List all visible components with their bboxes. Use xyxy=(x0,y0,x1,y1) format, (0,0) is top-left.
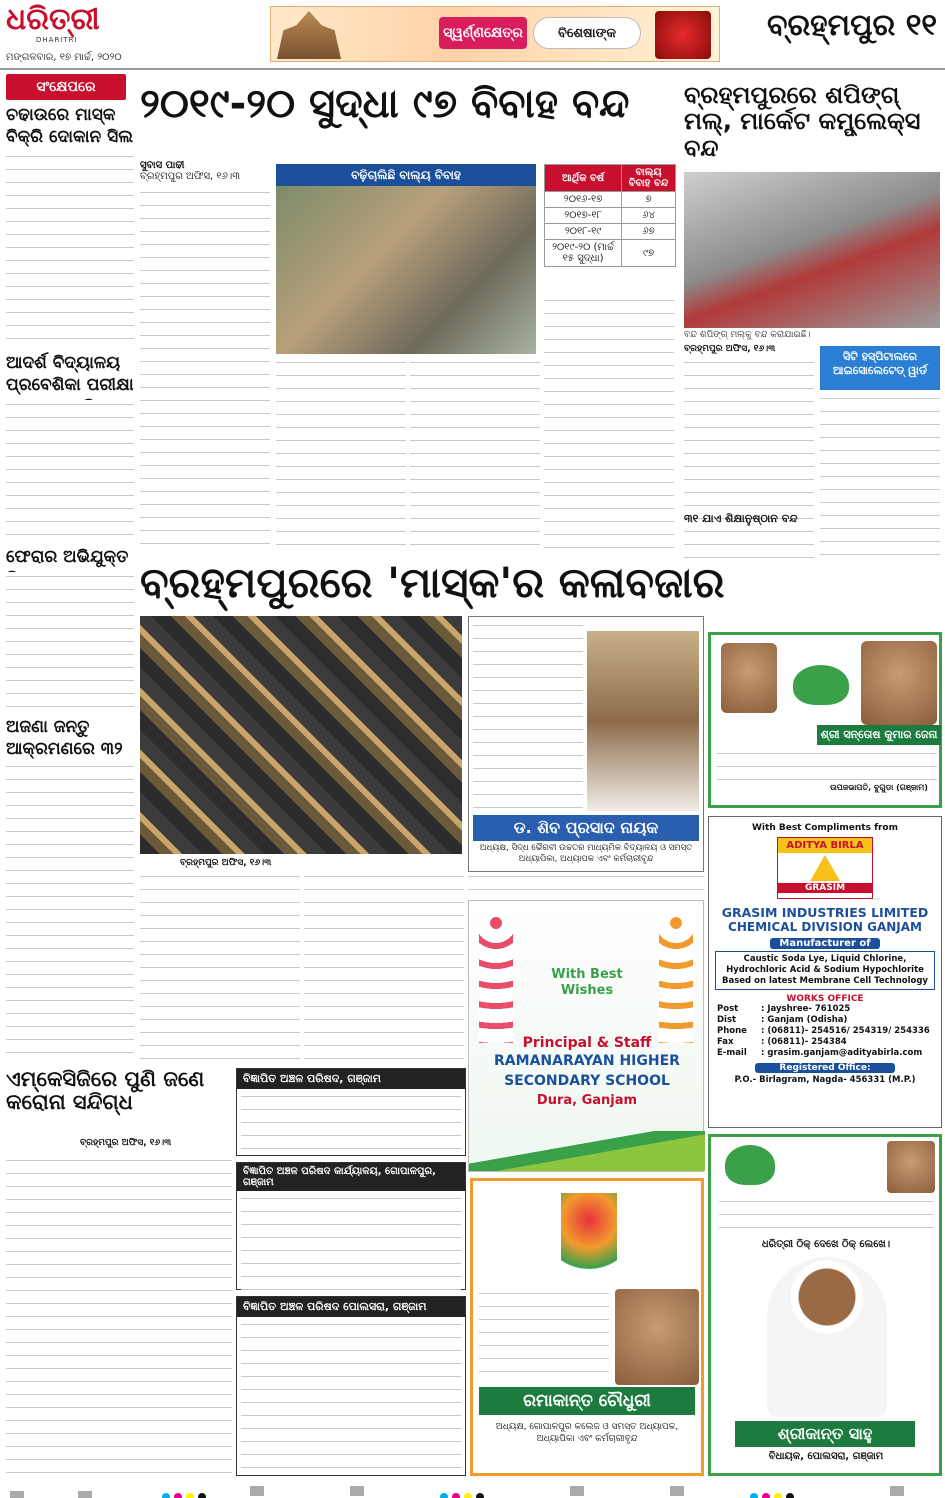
logo-sub: DHARITRI xyxy=(36,36,78,44)
table-row xyxy=(545,208,676,224)
ad-srikanta xyxy=(708,1134,942,1476)
aditya-birla-logo: ADITYA BIRLA GRASIM xyxy=(777,837,873,899)
story-body xyxy=(6,400,134,540)
story-body xyxy=(544,296,674,548)
dateline: ମଙ୍ଗଳବାର, ୧୭ ମାର୍ଚ୍ଚ, ୨୦୨୦ xyxy=(6,52,122,63)
photo-caption: ବନ୍ଦ ଶପିଙ୍ଗ୍ ମଲ୍କୁ ବନ୍ଦ କରାଯାଇଛି। xyxy=(684,330,811,340)
story-body xyxy=(6,152,134,348)
conch-icon xyxy=(725,1145,775,1185)
bouquet-image xyxy=(561,1193,617,1283)
ad-line: Dura, Ganjam xyxy=(536,1093,638,1108)
mall-photo xyxy=(684,172,940,328)
inline-headline: ୩୧ ଯାଏ ଶିକ୍ଷାନୁଷ୍ଠାନ ବନ୍ଦ xyxy=(684,512,798,525)
masthead-logo xyxy=(6,4,156,52)
ad-title: ବିଧାୟକ, ପୋଲସରା, ଗଞ୍ଜାମ xyxy=(768,1451,884,1462)
lead-headline: ୨୦୧୯-୨୦ ସୁଦ୍ଧା ୯୭ ବିବାହ ବନ୍ଦ xyxy=(140,81,630,127)
photo-title: ବଢ଼ିଚାଲିଛି ବାଲ୍ୟ ବିବାହ xyxy=(276,164,536,186)
products-text: Caustic Soda Lye, Liquid Chlorine, Hydrochloric Acid & Sodium Hypochlorite Based on latest Membrane Cell Technology xyxy=(715,951,935,990)
section-label: ସଂକ୍ଷେପରେ xyxy=(6,74,126,100)
ad-subtitle: ଅଧ୍ୟକ୍ଷ, ଗୋପାଳପୁର କଲେଜ ଓ ସମସ୍ତ ଅଧ୍ୟାପକ, ଅଧ୍ୟାପିକା ଏବଂ କର୍ମଚାରୀବୃନ୍ଦ xyxy=(495,1422,679,1444)
byline-place: ବ୍ରହ୍ମପୁର ଅଫିସ, ୧୬।୩ xyxy=(140,171,241,182)
story-body xyxy=(410,358,540,548)
story-body xyxy=(820,394,940,558)
portrait-photo xyxy=(721,643,777,713)
notice-3 xyxy=(236,1296,466,1476)
ad-name: ଶ୍ରୀ ସନ୍ତୋଷ କୁମାର ଜେନା xyxy=(817,725,941,745)
portrait-photo xyxy=(615,1289,699,1385)
story-body xyxy=(276,358,406,548)
compliments-text: With Best Compliments from xyxy=(752,823,898,833)
works-label: WORKS OFFICE xyxy=(786,994,864,1004)
division-name: CHEMICAL DIVISION GANJAM xyxy=(728,920,922,934)
table-header: ଆର୍ଥିକ ବର୍ଷ xyxy=(545,165,622,192)
deity-image xyxy=(655,11,711,59)
table-row xyxy=(545,240,676,267)
table-cell: ୨୦୧୭-୧୮ xyxy=(545,208,622,224)
special-banner xyxy=(270,6,720,62)
story-body xyxy=(140,872,300,1062)
lead-photo xyxy=(276,186,536,354)
table-cell: ୯୭ xyxy=(622,240,676,267)
table-cell: ୨୦୧୯-୨୦ (ମାର୍ଚ୍ଚ ୧୫ ସୁଦ୍ଧା) xyxy=(545,240,622,267)
story-body xyxy=(6,1156,232,1478)
green-wave xyxy=(469,1131,705,1171)
table-cell: ୬୪ xyxy=(622,208,676,224)
sub-headline: ସିଟି ହସ୍ପିଟାଲରେ ଆଇସୋଲେଟେଡ୍ ୱାର୍ଡ xyxy=(820,346,940,390)
flower-decoration xyxy=(659,913,693,1043)
ad-santosh xyxy=(708,632,942,808)
story-body xyxy=(684,358,814,558)
table-cell: ୭ xyxy=(622,192,676,208)
manufacturer-label: Manufacturer of xyxy=(770,938,880,949)
portrait-photo xyxy=(767,1257,887,1417)
company-name: GRASIM INDUSTRIES LIMITED xyxy=(721,905,929,920)
ad-subtitle: ଅଧ୍ୟକ୍ଷ, ସିଦ୍ଧ ଭୈରବୀ ଉଚ୍ଚତର ମାଧ୍ୟମିକ ବିଦ୍ୟାଳୟ ଓ ସମସ୍ତ ଅଧ୍ୟାପିକା, ଅଧ୍ୟାପକ ଏବଂ କର୍ମଚାରୀବୃନ୍ଦ xyxy=(479,843,693,864)
ad-line: SECONDARY SCHOOL xyxy=(504,1073,670,1089)
flower-decoration xyxy=(479,913,513,1043)
contact-block: Post : Jayshree- 761025 Dist : Ganjam (Odisha) Phone : (06811)- 254516/ 254319/ 254336 Fax : (06811)- 254384 E-mail : grasim.ganjam@adityabirla.com xyxy=(717,1004,930,1058)
table-row xyxy=(545,192,676,208)
registered-address: P.O.- Birlagram, Nagda- 456331 (M.P.) xyxy=(734,1075,916,1085)
conch-icon xyxy=(793,665,849,705)
notice-title: ବିଜ୍ଞାପିତ ଅଞ୍ଚଳ ପରିଷଦ, ଗଞ୍ଜାମ xyxy=(237,1069,465,1089)
table-cell: ୬୭ xyxy=(622,224,676,240)
ad-line: RAMANARAYAN HIGHER xyxy=(494,1053,680,1069)
story-body xyxy=(140,188,270,548)
table-header: ବାଲ୍ୟ ବିବାହ ବନ୍ଦ xyxy=(622,165,676,192)
registered-label: Registered Office: xyxy=(755,1063,895,1073)
byline-name: ସୁବାସ ପାଢୀ xyxy=(140,160,185,171)
header-divider xyxy=(0,68,945,70)
ad-ramakanta xyxy=(470,1178,704,1476)
banner-title: ସ୍ୱର୍ଣ୍ଣକ୍ଷେତ୍ର xyxy=(439,17,527,49)
story-headline: ଚଢାଉରେ ମାସ୍କ ବିକ୍ରି ଦୋକାନ ସିଲ xyxy=(6,105,133,147)
logo-text: ଧରିତ୍ରୀ xyxy=(6,2,100,37)
mask-headline: ବ୍ରହ୍ମପୁରରେ 'ମାସ୍କ'ର କଳାବଜାର xyxy=(140,558,725,607)
ad-name: ରମାକାନ୍ତ ଚୌଧୁରୀ xyxy=(479,1387,695,1415)
portrait-photo xyxy=(861,641,937,725)
ad-grasim xyxy=(708,816,942,1128)
corona-headline: ଏମ୍କେସିଜିରେ ପୁଣି ଜଣେ କରୋନା ସନ୍ଦିଗ୍ଧ xyxy=(6,1067,205,1115)
portrait-photo xyxy=(887,1141,935,1193)
ad-line: Principal & Staff xyxy=(522,1035,652,1051)
wish-text: With Best Wishes xyxy=(551,967,623,998)
ad-title: ଉପଜଭାପତି, ବୁଗୁଡା (ଗଞ୍ଜାମ) xyxy=(830,783,928,792)
byline xyxy=(140,160,270,182)
ad-name: ଶ୍ରୀକାନ୍ତ ସାହୁ xyxy=(735,1421,915,1447)
table-cell: ୨୦୧୮-୧୯ xyxy=(545,224,622,240)
story-body xyxy=(6,762,134,1056)
right-headline: ବ୍ରହ୍ମପୁରରେ ଶପିଙ୍ଗ୍ ମଲ୍, ମାର୍କେଟ କମ୍ପ୍ଲେକ୍ସ ବନ୍ଦ xyxy=(684,81,921,162)
tagline: ଧରିତ୍ରୀ ଠିକ୍ ଦେଖେ ଠିକ୍ ଲେଖେ। xyxy=(761,1239,891,1250)
story-headline: ଫେରାର ଅଭିଯୁକ୍ତ xyxy=(6,547,129,567)
notice-1 xyxy=(236,1068,466,1156)
notice-2 xyxy=(236,1162,466,1290)
byline: ବ୍ରହ୍ମପୁର ଅଫିସ, ୧୬।୩ xyxy=(180,858,272,868)
ad-ramanarayan xyxy=(468,900,704,1172)
banner-subtitle: ବିଶେଷାଙ୍କ xyxy=(533,17,641,49)
mask-photo xyxy=(140,616,462,854)
page-title: ବ୍ରହ୍ମପୁର ୧୧ xyxy=(766,8,937,43)
byline: ବ୍ରହ୍ମପୁର ଅଫିସ, ୧୬।୩ xyxy=(684,344,776,354)
notice-title: ବିଜ୍ଞାପିତ ଅଞ୍ଚଳ ପରିଷଦ ପୋଲସରା, ଗଞ୍ଜାମ xyxy=(237,1297,465,1317)
story-headline: ଅଜଣା ଜନ୍ତୁ ଆକ୍ରମଣରେ ୩୨ xyxy=(6,717,123,759)
ad-name: ଡ. ଶିବ ପ୍ରସାଦ ନାୟକ xyxy=(473,815,699,841)
byline: ବ୍ରହ୍ମପୁର ଅଫିସ, ୧୬।୩ xyxy=(80,1138,172,1148)
marriage-table xyxy=(544,164,676,267)
story-headline: ଆଦର୍ଶ ବିଦ୍ୟାଳୟ ପ୍ରବେଶିକା ପରୀକ୍ଷା xyxy=(6,353,134,395)
table-cell: ୨୦୧୬-୧୭ xyxy=(545,192,622,208)
table-row xyxy=(545,224,676,240)
print-marks xyxy=(10,1486,940,1496)
ad-shiba xyxy=(468,616,704,872)
portrait-photo xyxy=(587,631,699,811)
story-body xyxy=(6,572,134,712)
story-body xyxy=(304,872,464,1062)
notice-title: ବିଜ୍ଞାପିତ ଅଞ୍ଚଳ ପରିଷଦ କାର୍ଯ୍ୟାଳୟ, ଗୋପାଳପୁର, ଗଞ୍ଜାମ xyxy=(237,1163,465,1191)
temple-image xyxy=(277,11,341,59)
